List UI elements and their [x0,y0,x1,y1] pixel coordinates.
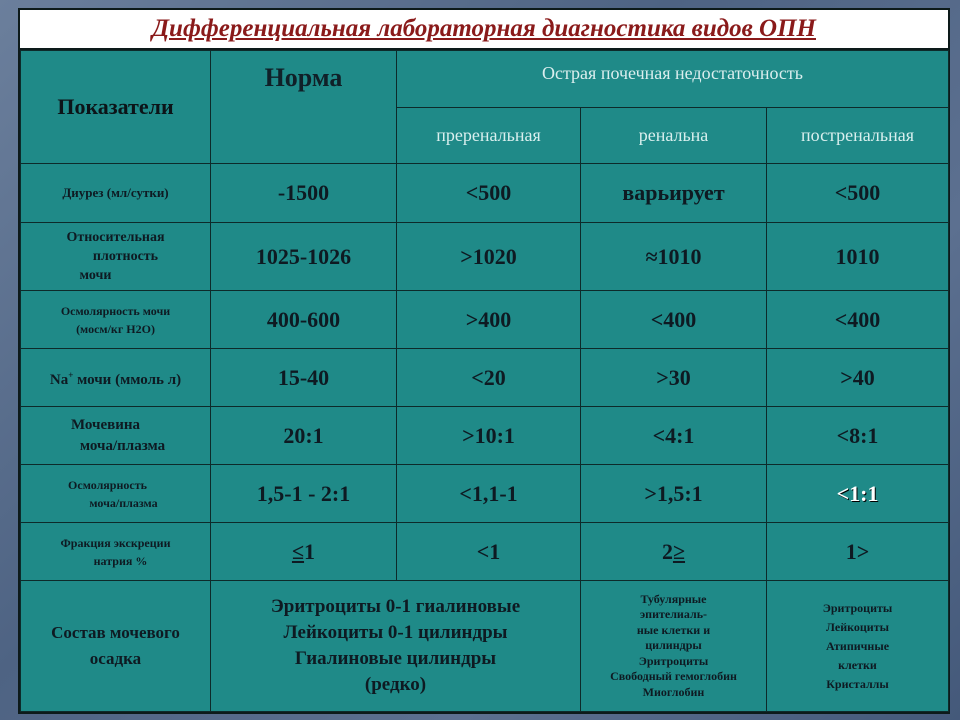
cell-postrenal: 1010 [767,223,949,291]
cell-postrenal: >40 [767,349,949,407]
cell-prerenal: >10:1 [397,407,581,465]
table-row [21,465,949,523]
cell-prerenal: <1,1-1 [397,465,581,523]
cell-postrenal: <8:1 [767,407,949,465]
row-label: Диурез (мл/сутки) [21,164,211,223]
header-renal: ренальна [581,108,767,164]
cell-renal: ≈1010 [581,223,767,291]
header-norm: Норма [211,51,397,164]
cell-prerenal: >400 [397,291,581,349]
sediment-row [21,581,949,712]
header-indicators: Показатели [21,51,211,164]
row-label: Осмолярность моча/плазма [21,465,211,523]
table-row [21,407,949,465]
header-row-1 [21,51,949,108]
cell-prerenal: <1 [397,523,581,581]
diagnostics-table [20,50,949,712]
cell-prerenal: <500 [397,164,581,223]
cell-renal: <4:1 [581,407,767,465]
header-aki: Острая почечная недостаточность [397,51,949,108]
cell-norm: 1025-1026 [211,223,397,291]
header-prerenal: преренальная [397,108,581,164]
cell-renal: >1,5:1 [581,465,767,523]
row-label: Na+ мочи (ммоль л) [21,349,211,407]
cell-renal: 2≥ [581,523,767,581]
table-row [21,164,949,223]
table-row [21,523,949,581]
cell-prerenal: >1020 [397,223,581,291]
row-label: Фракция экскреции натрия % [21,523,211,581]
cell-norm: 1,5-1 - 2:1 [211,465,397,523]
cell-postrenal: <500 [767,164,949,223]
table-row [21,349,949,407]
cell-norm: 400-600 [211,291,397,349]
sediment-norm-prerenal: Эритроциты 0-1 гиалиновые Лейкоциты 0-1 цилиндры Гиалиновые цилиндры (редко) [211,581,581,712]
cell-postrenal: <400 [767,291,949,349]
cell-norm: 20:1 [211,407,397,465]
cell-postrenal: 1> [767,523,949,581]
row-label: Состав мочевого осадка [21,581,211,712]
cell-norm: ≤1 [211,523,397,581]
table-row [21,223,949,291]
cell-renal: варьирует [581,164,767,223]
header-postrenal: постренальная [767,108,949,164]
cell-renal: >30 [581,349,767,407]
sediment-postrenal: Эритроциты Лейкоциты Атипичные клетки Кристаллы [767,581,949,712]
row-label: Осмолярность мочи (мосм/кг Н2О) [21,291,211,349]
row-label: Мочевина моча/плазма [21,407,211,465]
page-title: Дифференциальная лабораторная диагностика видов ОПН [151,15,816,42]
table-row [21,291,949,349]
cell-prerenal: <20 [397,349,581,407]
cell-norm: 15-40 [211,349,397,407]
row-label: Относительная плотность мочи [21,223,211,291]
cell-renal: <400 [581,291,767,349]
title-bar [20,10,948,50]
sediment-renal: Тубулярные эпителиаль- ные клетки и цилиндры Эритроциты Свободный гемоглобин Миоглобин [581,581,767,712]
cell-postrenal: <1:1 [767,465,949,523]
cell-norm: -1500 [211,164,397,223]
slide-frame [18,8,950,714]
